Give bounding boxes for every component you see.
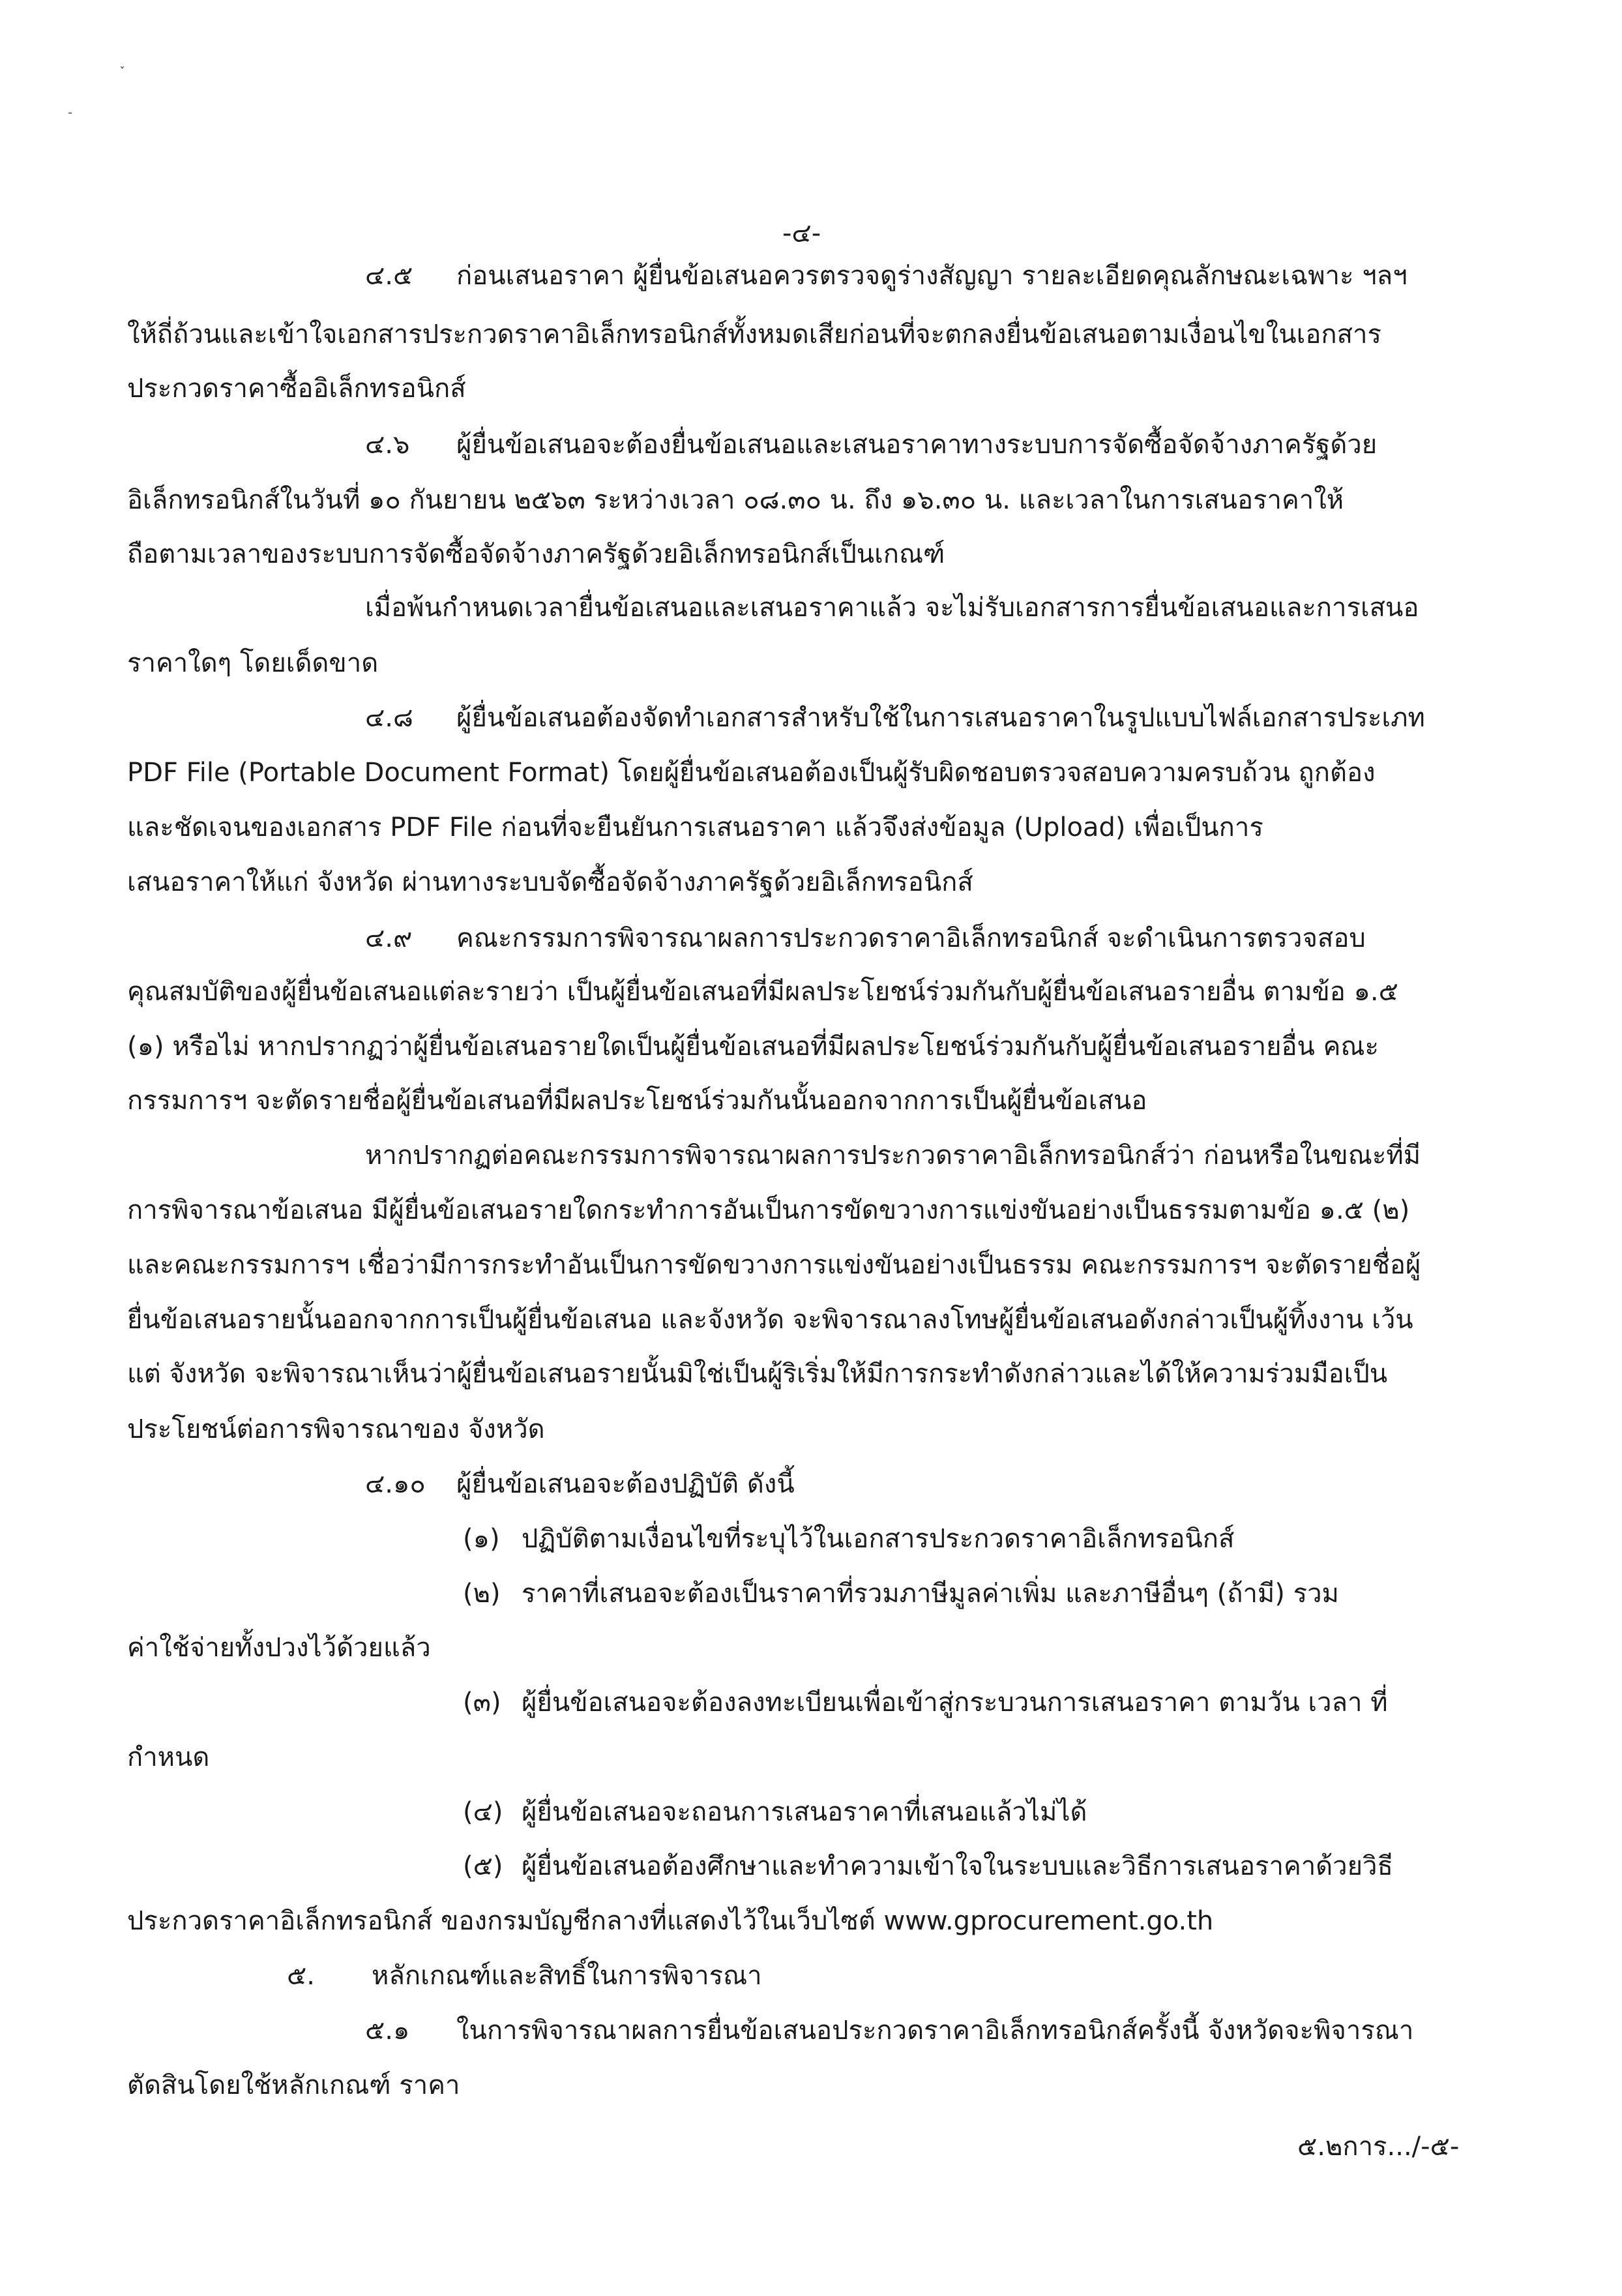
line-text: ถือตามเวลาของระบบการจัดซื้อจัดจ้างภาครัฐด้วยอิเล็กทรอนิกส์เป็นเกณฑ์ — [127, 539, 945, 569]
paragraph-line — [463, 1794, 1087, 1830]
paragraph-line — [365, 700, 1425, 736]
line-text: ปฏิบัติตามเงื่อนไขที่ระบุไว้ในเอกสารประกวดราคาอิเล็กทรอนิกส์ — [522, 1524, 1235, 1554]
section-number: ๕. — [287, 1961, 315, 1991]
paragraph-line — [127, 1903, 1213, 1939]
paragraph-line — [127, 1028, 1379, 1065]
paragraph-line — [127, 1247, 1421, 1283]
subclause-number: (๕) — [463, 1851, 503, 1881]
subclause-number: (๓) — [463, 1688, 501, 1718]
line-text: และคณะกรรมการฯ เชื่อว่ามีการกระทำอันเป็นการขัดขวางการแข่งขันอย่างเป็นธรรม คณะกรรมการฯ จะตัดรายชื่อผู้ — [127, 1250, 1421, 1280]
line-text: คุณสมบัติของผู้ยื่นข้อเสนอแต่ละรายว่า เป็นผู้ยื่นข้อเสนอที่มีผลประโยชน์ร่วมกันกับผู้ยื่นข้อเสนอรายอื่น ตามข้อ ๑.๕ — [127, 977, 1398, 1007]
line-text: ให้ถี่ถ้วนและเข้าใจเอกสารประกวดราคาอิเล็กทรอนิกส์ทั้งหมดเสียก่อนที่จะตกลงยื่นข้อเสนอตามเงื่อนไขในเอกสาร — [127, 320, 1381, 350]
paragraph-line — [463, 1521, 1234, 1557]
paragraph-line — [127, 1192, 1409, 1229]
paragraph-line — [127, 370, 466, 407]
paragraph-line — [127, 864, 973, 901]
line-text: ผู้ยื่นข้อเสนอจะถอนการเสนอราคาที่เสนอแล้วไม่ได้ — [522, 1797, 1087, 1827]
line-text: และชัดเจนของเอกสาร PDF File ก่อนที่จะยืนยันการเสนอราคา แล้วจึงส่งข้อมูล (Upload) เพื่อเป็นการ — [127, 813, 1263, 842]
line-text: ตัดสินโดยใช้หลักเกณฑ์ ราคา — [127, 2070, 460, 2100]
footer-continuation: ๕.๒การ.../-๕- — [1297, 2132, 1460, 2162]
line-text: ราคาที่เสนอจะต้องเป็นราคาที่รวมภาษีมูลค่าเพิ่ม และภาษีอื่นๆ (ถ้ามี) รวม — [522, 1579, 1339, 1609]
line-text: ก่อนเสนอราคา ผู้ยื่นข้อเสนอควรตรวจดูร่างสัญญา รายละเอียดคุณลักษณะเฉพาะ ฯลฯ — [456, 261, 1408, 291]
line-text: หากปรากฏต่อคณะกรรมการพิจารณาผลการประกวดราคาอิเล็กทรอนิกส์ว่า ก่อนหรือในขณะที่มี — [365, 1141, 1421, 1170]
clause-number: ๔.๑๐ — [365, 1469, 426, 1499]
paragraph-line — [365, 920, 1366, 957]
paragraph-line — [365, 1137, 1421, 1174]
line-text: การพิจารณาข้อเสนอ มีผู้ยื่นข้อเสนอรายใดกระทำการอันเป็นการขัดขวางการแข่งขันอย่างเป็นธรรมตามข้อ ๑.๕ (๒) — [127, 1195, 1410, 1225]
scan-speck: ¯ — [67, 111, 73, 125]
paragraph-line — [365, 2012, 1413, 2049]
paragraph-line — [365, 589, 1419, 626]
paragraph-line — [463, 1848, 1393, 1885]
subclause-number: (๔) — [463, 1797, 503, 1827]
paragraph-line — [365, 258, 1408, 294]
subclause-number: (๒) — [463, 1579, 501, 1609]
line-text: ค่าใช้จ่ายทั้งปวงไว้ด้วยแล้ว — [127, 1633, 431, 1663]
clause-number: ๔.๕ — [365, 261, 413, 291]
paragraph-line — [127, 1356, 1387, 1392]
line-text: ผู้ยื่นข้อเสนอจะต้องปฏิบัติ ดังนี้ — [456, 1469, 795, 1499]
line-text: ประโยชน์ต่อการพิจารณาของ จังหวัด — [127, 1414, 545, 1444]
line-text: ในการพิจารณาผลการยื่นข้อเสนอประกวดราคาอิเล็กทรอนิกส์ครั้งนี้ จังหวัดจะพิจารณา — [456, 2016, 1414, 2046]
line-text: หลักเกณฑ์และสิทธิ์ในการพิจารณา — [372, 1961, 762, 1991]
line-text: ผู้ยื่นข้อเสนอจะต้องยื่นข้อเสนอและเสนอราคาทางระบบการจัดซื้อจัดจ้างภาครัฐด้วย — [456, 430, 1378, 460]
line-text: ยื่นข้อเสนอรายนั้นออกจากการเป็นผู้ยื่นข้อเสนอ และจังหวัด จะพิจารณาลงโทษผู้ยื่นข้อเสนอดังกล่าวเป็นผู้ทิ้งงาน เว้น — [127, 1305, 1413, 1335]
clause-number: ๔.๘ — [365, 703, 413, 733]
line-text: เมื่อพ้นกำหนดเวลายื่นข้อเสนอและเสนอราคาแล้ว จะไม่รับเอกสารการยื่นข้อเสนอและการเสนอ — [365, 593, 1419, 623]
line-text: อิเล็กทรอนิกส์ในวันที่ ๑๐ กันยายน ๒๕๖๓ ระหว่างเวลา ๐๘.๓๐ น. ถึง ๑๖.๓๐ น. และเวลาในการเสนอราคาให้ — [127, 485, 1344, 515]
paragraph-line — [365, 426, 1377, 463]
paragraph-line — [127, 536, 945, 573]
line-text: ประกวดราคาอิเล็กทรอนิกส์ ของกรมบัญชีกลางที่แสดงไว้ในเว็บไซต์ www.gprocurement.go.th — [127, 1906, 1214, 1936]
paragraph-line — [127, 754, 1376, 791]
subclause-number: (๑) — [463, 1524, 500, 1554]
paragraph-line — [127, 1739, 209, 1776]
line-text: ราคาใดๆ โดยเด็ดขาด — [127, 648, 379, 678]
paragraph-line — [127, 645, 378, 681]
paragraph-line — [127, 1082, 1147, 1119]
line-text: แต่ จังหวัด จะพิจารณาเห็นว่าผู้ยื่นข้อเสนอรายนั้นมิใช่เป็นผู้ริเริ่มให้มีการกระทำดังกล่าวและได้ให้ความร่วมมือเป็น — [127, 1359, 1388, 1389]
line-text: ประกวดราคาซื้ออิเล็กทรอนิกส์ — [127, 374, 466, 404]
paragraph-line — [127, 809, 1263, 846]
paragraph-line — [127, 1411, 545, 1448]
paragraph-line — [287, 1958, 762, 1994]
line-text: กรรมการฯ จะตัดรายชื่อผู้ยื่นข้อเสนอที่มีผลประโยชน์ร่วมกันนั้นออกจากการเป็นผู้ยื่นข้อเสนอ — [127, 1086, 1147, 1116]
line-text: คณะกรรมการพิจารณาผลการประกวดราคาอิเล็กทรอนิกส์ จะดำเนินการตรวจสอบ — [456, 923, 1366, 953]
line-text: เสนอราคาให้แก่ จังหวัด ผ่านทางระบบจัดซื้อจัดจ้างภาครัฐด้วยอิเล็กทรอนิกส์ — [127, 867, 973, 897]
paragraph-line — [127, 1302, 1413, 1338]
page-number: -๔- — [782, 218, 821, 248]
paragraph-line — [127, 974, 1398, 1010]
clause-number: ๕.๑ — [365, 2016, 410, 2046]
scan-speck: ˇ — [119, 65, 125, 79]
paragraph-line — [463, 1575, 1339, 1612]
line-text: ผู้ยื่นข้อเสนอต้องจัดทำเอกสารสำหรับใช้ในการเสนอราคาในรูปแบบไฟล์เอกสารประเภท — [456, 703, 1425, 733]
paragraph-line — [365, 1466, 795, 1502]
paragraph-line — [127, 2067, 460, 2104]
paragraph-line — [463, 1684, 1388, 1721]
clause-number: ๔.๙ — [365, 923, 413, 953]
line-text: PDF File (Portable Document Format) โดยผู้ยื่นข้อเสนอต้องเป็นผู้รับผิดชอบตรวจสอบความครบถ้วน ถูกต้อง — [127, 758, 1376, 788]
paragraph-line — [127, 482, 1344, 518]
paragraph-line — [127, 1630, 431, 1666]
paragraph-line — [127, 316, 1381, 353]
line-text: ผู้ยื่นข้อเสนอจะต้องลงทะเบียนเพื่อเข้าสู่กระบวนการเสนอราคา ตามวัน เวลา ที่ — [522, 1688, 1388, 1718]
line-text: ผู้ยื่นข้อเสนอต้องศึกษาและทำความเข้าใจในระบบและวิธีการเสนอราคาด้วยวิธี — [522, 1851, 1393, 1881]
line-text: (๑) หรือไม่ หากปรากฏว่าผู้ยื่นข้อเสนอรายใดเป็นผู้ยื่นข้อเสนอที่มีผลประโยชน์ร่วมกันกับผู้ยื่นข้อเสนอรายอื่น คณะ — [127, 1032, 1379, 1062]
clause-number: ๔.๖ — [365, 430, 410, 460]
line-text: กำหนด — [127, 1742, 210, 1772]
